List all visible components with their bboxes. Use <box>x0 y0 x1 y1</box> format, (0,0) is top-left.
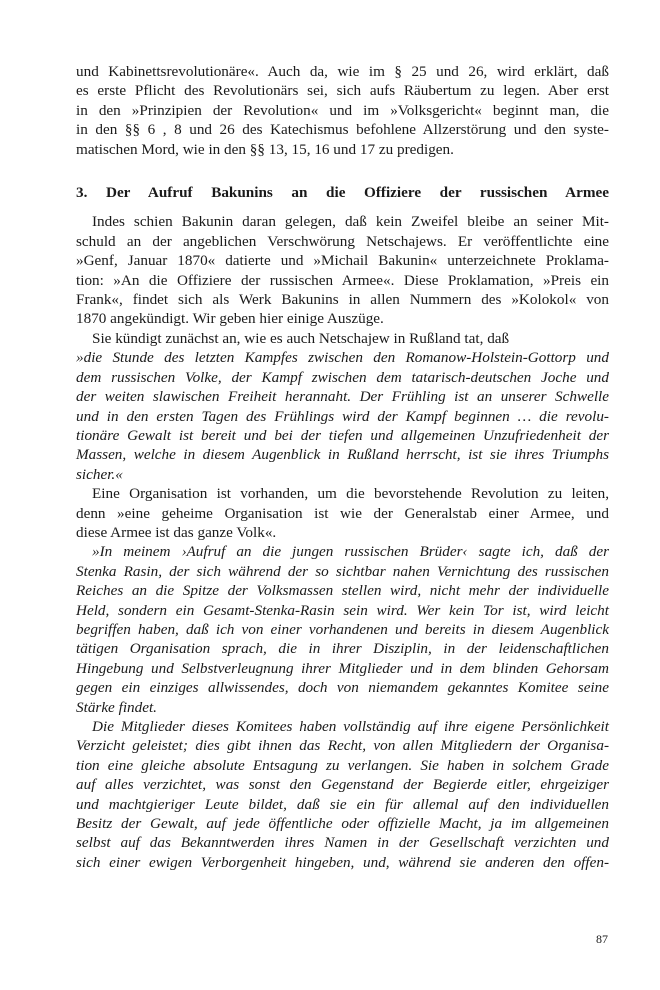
text-line: Indes schien Bakunin daran gelegen, daß kein Zweifel bleibe an seiner Mit- <box>92 213 609 231</box>
text-line: Massen, welche in diesem Augenblick in Rußland herrscht, ist sie ihres Triumphs <box>76 446 609 464</box>
text-line: Frank«, findet sich als Werk Bakunins in allen Nummern des »Kolokol« von <box>76 291 609 309</box>
text-line: tionäre Gewalt ist bereit und bei der tiefen und allgemeinen Unzufriedenheit der <box>76 426 609 444</box>
text-line: Hingebung und Selbstverleugnung ihrer Mitglieder und in dem blinden Gehorsam <box>76 659 609 677</box>
text-line: selbst auf das Bekanntwerden ihres Namen in der Gesellschaft verzichten und <box>76 834 609 852</box>
quote-paragraph <box>76 542 609 717</box>
text-line: schuld an der angeblichen Verschwörung Netschajews. Er veröffentlichte eine <box>76 232 609 250</box>
text-line: matischen Mord, wie in den §§ 13, 15, 16 und 17 zu predigen. <box>76 140 454 158</box>
text-line: »Genf, Januar 1870« datierte und »Michail Bakunin« unterzeichnete Proklama- <box>76 252 609 270</box>
quote-paragraph <box>76 717 609 872</box>
text-line: in den »Prinzipien der Revolution« und im »Volksgericht« beginnt man, die <box>76 101 609 119</box>
text-line: Held, sondern ein Gesamt-Stenka-Rasin sein wird. Wer kein Tor ist, wird leicht <box>76 601 609 619</box>
body-paragraph <box>76 329 609 348</box>
text-line: Die Mitglieder dieses Komitees haben vollständig auf ihre eigene Persönlichkeit <box>92 718 609 735</box>
text-line: und in den ersten Tagen des Frühlings wird der Kampf beginnen … die revolu- <box>76 407 609 425</box>
text-line: tion eine gleiche absolute Entsagung zu verlangen. Sie haben in solchem Grade <box>76 756 609 774</box>
text-line: tion: »An die Offiziere der russischen Armee«. Diese Proklamation, »Preis ein <box>76 271 609 289</box>
text-line: und machtgieriger Leute bildet, daß sie ein für allemal auf den individuellen <box>76 795 609 813</box>
text-line: »die Stunde des letzten Kampfes zwischen den Romanow-Holstein-Gottorp und <box>76 349 609 367</box>
text-line: gegen ein einziges allwissendes, doch von niemandem gekanntes Komitee seine <box>76 679 609 697</box>
body-paragraph <box>76 212 609 328</box>
page-number: 87 <box>596 932 608 946</box>
text-line: »In meinem ›Aufruf an die jungen russischen Brüder‹ sagte ich, daß der <box>92 543 609 561</box>
text-line: Eine Organisation ist vorhanden, um die bevorstehende Revolution zu leiten, <box>92 485 609 503</box>
text-line: sicher.« <box>76 465 123 483</box>
text-line: denn »eine geheime Organisation ist wie der Generalstab einer Armee, und <box>76 504 609 522</box>
text-block <box>76 62 609 872</box>
text-line: diese Armee ist das ganze Volk«. <box>76 523 277 541</box>
text-line: 1870 angekündigt. Wir geben hier einige Auszüge. <box>76 310 384 328</box>
quote-paragraph <box>76 348 609 484</box>
text-line: Stenka Rasin, der sich während der so sichtbar nahen Vernichtung des russischen <box>76 562 609 580</box>
text-line: Reiches an die Spitze der Volksmassen stellen wird, nicht mehr der individuelle <box>76 582 609 600</box>
text-line: Stärke findet. <box>76 698 157 716</box>
text-line: dem russischen Volke, der Kampf zwischen dem tatarisch-deutschen Joche und <box>76 368 609 386</box>
text-line: sich einer ewigen Verborgenheit hingeben, und, während sie anderen den offen- <box>76 853 609 871</box>
text-line: Verzicht geleistet; dies gibt ihnen das Recht, von allen Mitgliedern der Organisa- <box>76 737 609 755</box>
text-line: Sie kündigt zunächst an, wie es auch Netschajew in Rußland tat, daß <box>92 329 510 347</box>
text-line: begriffen haben, daß ich von einer vorhandenen und bereits in diesem Augenblick <box>76 620 609 638</box>
text-line: der weiten slawischen Freiheit herannaht. Der Frühling ist an unserer Schwelle <box>76 388 609 406</box>
text-line: auf alles verzichtet, was sonst den Gegenstand der Begierde eitler, ehrgeiziger <box>76 776 609 794</box>
text-line: in den §§ 6 , 8 und 26 des Katechismus befohlene Allzerstörung und den syste- <box>76 121 609 139</box>
text-line: Besitz der Gewalt, auf jede öffentliche oder offizielle Macht, ja im allgemeinen <box>76 815 609 833</box>
body-paragraph <box>76 484 609 542</box>
text-line: und Kabinettsrevolutionäre«. Auch da, wie im § 25 und 26, wird erklärt, daß <box>76 63 609 80</box>
text-line: es erste Pflicht des Revolutionärs sei, sich aufs Räubertum zu legen. Aber erst <box>76 82 609 100</box>
section-heading: 3. Der Aufruf Bakunins an die Offiziere der russischen Armee <box>76 184 609 202</box>
text-line: tätigen Organisation sprach, die in ihrer Disziplin, in der leidenschaftlichen <box>76 640 609 658</box>
intro-paragraph <box>76 62 609 159</box>
